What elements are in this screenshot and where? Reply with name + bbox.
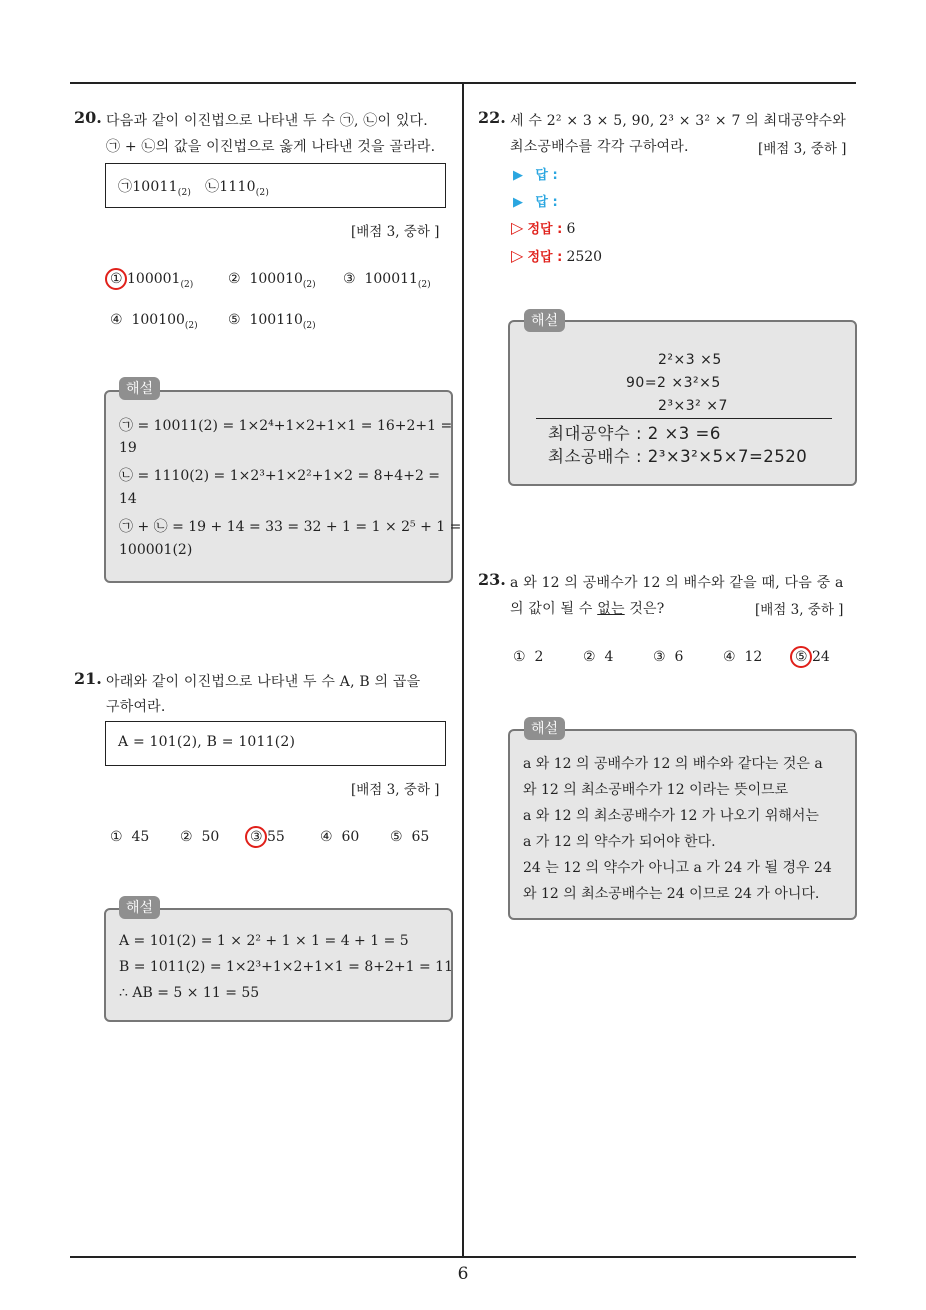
choice-3[interactable]: ③ $100011_{(2)}$ — [343, 271, 431, 290]
solution-box — [104, 908, 453, 1022]
base-subscript: (2) — [177, 187, 192, 198]
outline-play-icon: ▷ — [511, 246, 524, 265]
correct-answer-label: 정답 : — [527, 222, 563, 237]
answer-label: 답 : — [535, 168, 558, 183]
choice-5[interactable]: ⑤ 65 — [390, 829, 430, 845]
play-icon: ▶ — [513, 168, 523, 183]
solution-line: 와 12 의 최소공배수는 24 이므로 24 가 아니다. — [523, 886, 820, 902]
correct-answer-value: 6 — [566, 221, 576, 237]
solution-line: 90=2 ×3²×5 — [626, 375, 721, 391]
column-divider — [462, 83, 464, 1257]
choice-1[interactable]: ① 2 — [513, 649, 544, 665]
fraction-rule — [536, 418, 832, 419]
choice-3[interactable]: ③ 6 — [653, 649, 684, 665]
play-icon: ▶ — [513, 195, 523, 210]
question-number: 23. — [478, 570, 506, 589]
solution-line: A = 101(2) = 1 × 2² + 1 × 1 = 4 + 1 = 5 — [119, 933, 409, 949]
solution-line: ㉠ = 10011(2) = 1×2⁴+1×2+1×1 = 16+2+1 = — [119, 418, 453, 434]
solution-line: 19 — [119, 440, 137, 456]
question-number: 20. — [74, 108, 102, 127]
choice-2[interactable]: ② 4 — [583, 649, 614, 665]
answer-row — [513, 191, 558, 210]
question-text-line2: ㉠ + ㉡의 값을 이진법으로 옳게 나타낸 것을 골라라. — [106, 139, 436, 155]
score-difficulty: [배점 3, 중하 ] — [351, 782, 440, 798]
question-text-line2: 구하여라. — [106, 699, 166, 715]
choice-2[interactable]: ② $100010_{(2)}$ — [228, 271, 316, 290]
question-text-line2: 최소공배수를 각각 구하여라. — [510, 139, 689, 155]
solution-line: B = 1011(2) = 1×2³+1×2+1×1 = 8+2+1 = 11 — [119, 959, 453, 975]
solution-label: 해설 — [524, 717, 565, 740]
solution-box — [104, 390, 462, 583]
bottom-rule — [70, 1256, 856, 1258]
outline-play-icon: ▷ — [511, 218, 524, 237]
solution-line: 최소공배수 : 2³×3²×5×7=2520 — [548, 447, 808, 466]
choice-3[interactable]: ③ 55 — [250, 829, 285, 845]
choice-1[interactable]: ① 45 — [110, 829, 150, 845]
solution-line: 2³×3² ×7 — [658, 398, 728, 414]
solution-line: 100001(2) — [119, 542, 193, 558]
solution-line: ㉠ + ㉡ = 19 + 14 = 33 = 32 + 1 = 1 × 2⁵ + 1 = — [119, 519, 462, 535]
base-subscript: (2) — [255, 187, 270, 198]
solution-label: 해설 — [119, 896, 160, 919]
correct-answer-row — [511, 218, 575, 237]
score-difficulty: [배점 3, 중하 ] — [351, 224, 440, 240]
given-values: A = 101(2), B = 1011(2) — [118, 734, 296, 750]
choice-1[interactable]: ① $100001_{(2)}$ — [110, 271, 194, 290]
correct-answer-label: 정답 : — [527, 250, 563, 265]
correct-answer-value: 2520 — [566, 249, 603, 265]
question-text-line1: 세 수 2² × 3 × 5, 90, 2³ × 3² × 7 의 최대공약수와 — [510, 113, 846, 129]
question-text-line2: 의 값이 될 수 없는 것은? — [510, 601, 665, 617]
solution-line: 와 12 의 최소공배수가 12 이라는 뜻이므로 — [523, 782, 789, 798]
given-values — [118, 176, 269, 198]
solution-line: 2²×3 ×5 — [658, 352, 722, 368]
solution-line: a 가 12 의 약수가 되어야 한다. — [523, 834, 716, 850]
given-values-box — [105, 163, 446, 208]
choice-4[interactable]: ④ 12 — [723, 649, 763, 665]
answer-label: 답 : — [535, 195, 558, 210]
score-difficulty: [배점 3, 중하 ] — [758, 141, 847, 157]
answer-row — [513, 164, 558, 183]
solution-line: 24 는 12 의 약수가 아니고 a 가 24 가 될 경우 24 — [523, 860, 832, 876]
solution-line: ∴ AB = 5 × 11 = 55 — [119, 985, 260, 1001]
solution-line: 14 — [119, 491, 137, 507]
choice-5[interactable]: ⑤ 24 — [795, 649, 830, 665]
solution-label: 해설 — [119, 377, 160, 400]
value-b: ㉡1110 — [205, 179, 256, 195]
solution-label: 해설 — [524, 309, 565, 332]
solution-line: a 와 12 의 최소공배수가 12 가 나오기 위해서는 — [523, 808, 819, 824]
value-a: ㉠10011 — [118, 179, 178, 195]
question-number: 22. — [478, 108, 506, 127]
given-values-box — [105, 721, 446, 766]
choice-5[interactable]: ⑤ $100110_{(2)}$ — [228, 312, 316, 331]
choice-2[interactable]: ② 50 — [180, 829, 220, 845]
choice-4[interactable]: ④ $100100_{(2)}$ — [110, 312, 198, 331]
choice-4[interactable]: ④ 60 — [320, 829, 360, 845]
solution-line: ㉡ = 1110(2) = 1×2³+1×2²+1×2 = 8+4+2 = — [119, 468, 441, 484]
page-number: 6 — [457, 1264, 469, 1284]
solution-line: a 와 12 의 공배수가 12 의 배수와 같다는 것은 a — [523, 756, 823, 772]
solution-box — [508, 320, 857, 486]
solution-box — [508, 729, 857, 920]
emphasis-underline: 없는 — [597, 601, 625, 617]
question-text-line1: 아래와 같이 이진법으로 나타낸 두 수 A, B 의 곱을 — [106, 674, 421, 690]
question-text-line1: 다음과 같이 이진법으로 나타낸 두 수 ㉠, ㉡이 있다. — [106, 113, 428, 129]
score-difficulty: [배점 3, 중하 ] — [755, 602, 844, 618]
correct-answer-row — [511, 246, 602, 265]
solution-line: 최대공약수 : 2 ×3 =6 — [548, 424, 721, 443]
question-number: 21. — [74, 669, 102, 688]
question-text-line1: a 와 12 의 공배수가 12 의 배수와 같을 때, 다음 중 a — [510, 575, 844, 591]
